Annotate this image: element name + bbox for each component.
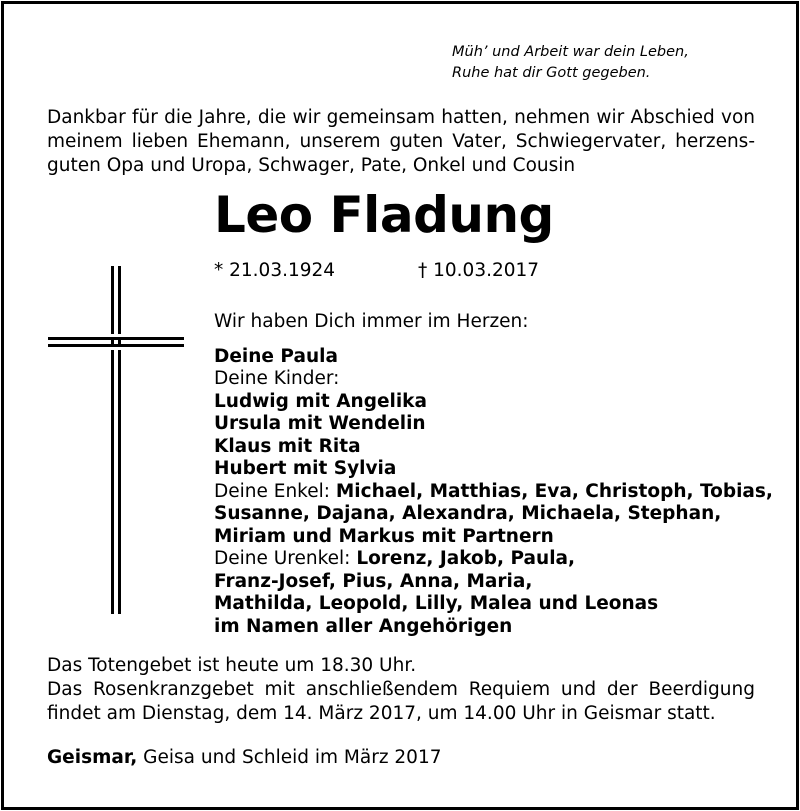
cross-icon [48,266,184,614]
great-grandchildren-line: Mathilda, Leopold, Lilly, Malea und Leonas [214,593,659,614]
grandchildren-line: Susanne, Dajana, Alexandra, Michaela, Stephan, [214,503,722,524]
service-info [47,654,755,726]
intro-paragraph [47,106,755,178]
intro-line: guten Opa und Uropa, Schwager, Pate, Onkel und Cousin [47,155,576,176]
motto-line: Ruhe hat dir Gott gegeben. [452,65,651,81]
relatives-line: im Namen aller Angehörigen [214,615,513,637]
grandchildren-line: Miriam und Markus mit Partnern [214,525,554,547]
wife: Deine Paula [214,345,338,367]
place-bold: Geismar, [47,747,138,768]
motto-line: Müh’ und Arbeit war dein Leben, [452,44,689,60]
intro-line: Dankbar für die Jahre, die wir gemeinsam hatten, nehmen wir Abschied von [47,107,755,128]
birth-date: * 21.03.1924 [214,260,336,281]
child: Hubert mit Sylvia [214,458,397,479]
grandchildren-label: Deine Enkel: [214,480,330,502]
service-line: findet am Dienstag, dem 14. März 2017, um 14.00 Uhr in Geismar statt. [47,703,716,724]
place-rest: Geisa und Schleid im März 2017 [137,747,442,768]
death-date: † 10.03.2017 [418,260,540,281]
great-grandchildren-line: Franz-Josef, Pius, Anna, Maria, [214,570,533,592]
intro-line: meinem lieben Ehemann, unserem guten Vater, Schwiegervater, herzens- [47,131,755,152]
place-and-date [47,749,442,768]
heart-line: Wir haben Dich immer im Herzen: [214,311,529,332]
motto-verse [452,42,689,84]
great-grandchildren-label: Deine Urenkel: [214,548,351,569]
child: Ludwig mit Angelika [214,390,427,412]
service-line: Das Totengebet ist heute um 18.30 Uhr. [47,655,417,676]
children-label: Deine Kinder: [214,368,340,389]
great-grandchildren-line: Lorenz, Jakob, Paula, [356,548,576,569]
grandchildren-line: Michael, Matthias, Eva, Christoph, Tobias, [335,480,773,502]
mourners-list [214,311,773,638]
service-line: Das Rosenkranzgebet mit anschließendem Requiem und der Beerdigung [47,679,755,700]
deceased-name: Leo Fladung [214,186,554,244]
child: Ursula mit Wendelin [214,413,426,434]
child: Klaus mit Rita [214,435,361,457]
